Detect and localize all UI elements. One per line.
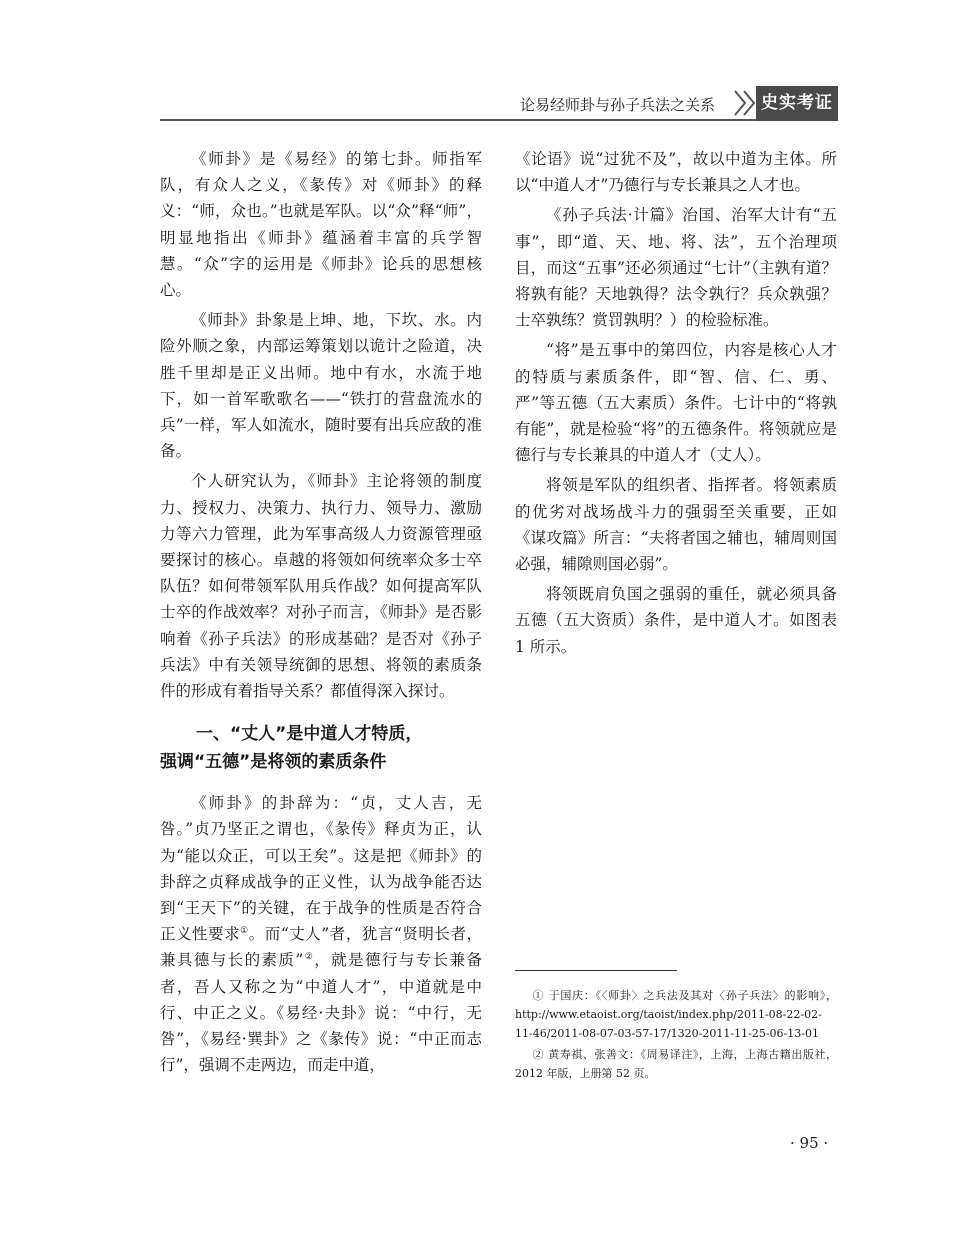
- paragraph-text: ，就是德行与专长兼备者，吾人又称之为“中道人才”，中道就是中行、中正之义。《易经·夬卦》说：“中行，无咎”，《易经·巽卦》之《彖传》说：“中正而志行”，强调不走两边，而走中道，: [160, 951, 482, 1075]
- footnote-rule: [515, 970, 677, 971]
- running-title: 论易经师卦与孙子兵法之关系: [520, 96, 716, 114]
- paragraph: 《论语》说“过犹不及”，故以中道为主体。所以“中道人才”乃德行与专长兼具之人才也。: [515, 150, 837, 195]
- paragraph: 将领既肩负国之强弱的重任，就必须具备五德（五大资质）条件，是中道人才。如图表 1 所示。: [515, 585, 837, 656]
- paragraph-text: 。而“丈人”者，犹言“贤明长者，兼具德与长的素质”: [160, 925, 482, 970]
- paragraph: [160, 790, 482, 1078]
- paragraph: 《师卦》卦象是上坤、地，下坎、水。内险外顺之象，内部运筹策划以诡计之险道，决胜千里却是正义出师。地中有水，水流于地下，如一首军歌歌名——“铁打的营盘流水的兵”一样，军人如流水，随时要有出兵应敌的准备。: [160, 311, 482, 461]
- paragraph: 《师卦》是《易经》的第七卦。师指军队，有众人之义，《彖传》对《师卦》的释义：“师，众也。”也就是军队。以“众”释“师”，明显地指出《师卦》蕴涵着丰富的兵学智慧。“众”字的运用是《师卦》论兵的思想核心。: [160, 150, 482, 300]
- paragraph: 将领是军队的组织者、指挥者。将领素质的优劣对战场战斗力的强弱至关重要，正如《谋攻篇》所言：“夫将者国之辅也，辅周则国必强，辅隙则国必弱”。: [515, 476, 837, 574]
- paragraph-text: 《师卦》的卦辞为：“贞，丈人吉，无咎。”贞乃坚正之谓也，《彖传》释贞为正，认为“能以众正，可以王矣”。这是把《师卦》的卦辞之贞释成战争的正义性，认为战争能否达到“王天下”的关键，在于战争的性质是否符合正义性要求: [160, 794, 482, 944]
- right-column: [515, 146, 837, 660]
- footnotes: [515, 986, 837, 1085]
- footnote: ① 于国庆：《〈师卦〉之兵法及其对〈孙子兵法〉的影响》，http://www.etaoist.org/taoist/index.php/2011-08-22-02-11-46/2011-08-07-03-57-17/1320-2011-11-25-06-13-01: [515, 989, 837, 1040]
- section-heading-line: 一、“丈人”是中道人才特质，: [196, 724, 423, 745]
- left-column: [160, 146, 482, 1079]
- page-number: · 95 ·: [790, 1134, 829, 1152]
- paragraph: “将”是五事中的第四位，内容是核心人才的特质与素质条件，即“智、信、仁、勇、严”等五德（五大素质）条件。七计中的“将孰有能”，就是检验“将”的五德条件。将领就应是德行与专长兼具的中道人才（丈人）。: [515, 341, 837, 465]
- section-tag: 史实考证: [756, 86, 838, 121]
- footnote-ref[interactable]: ②: [303, 952, 315, 963]
- paragraph: 《孙子兵法·计篇》治国、治军大计有“五事”，即“道、天、地、将、法”，五个治理项目，而这“五事”还必须通过“七计”（主孰有道？将孰有能？天地孰得？法令孰行？兵众孰强？士卒孰练？赏罚孰明？）的检验标准。: [515, 206, 837, 330]
- paragraph: 个人研究认为，《师卦》主论将领的制度力、授权力、决策力、执行力、领导力、激励力等六力管理，此为军事高级人力资源管理亟要探讨的核心。卓越的将领如何统率众多士卒队伍？如何带领军队用兵作战？如何提高军队士卒的作战效率？对孙子而言，《师卦》是否影响着《孙子兵法》的形成基础？是否对《孙子兵法》中有关领导统御的思想、将领的素质条件的形成有着指导关系？都值得深入探讨。: [160, 472, 482, 701]
- footnote: ② 黄寿祺、张善文：《周易译注》，上海，上海古籍出版社，2012 年版，上册第 52 页。: [515, 1048, 837, 1080]
- page-header: [0, 86, 964, 122]
- header-rule: [160, 119, 834, 121]
- section-heading: [160, 720, 482, 776]
- footnote-ref[interactable]: ①: [240, 926, 249, 937]
- section-heading-line: 强调“五德”是将领的素质条件: [160, 752, 387, 773]
